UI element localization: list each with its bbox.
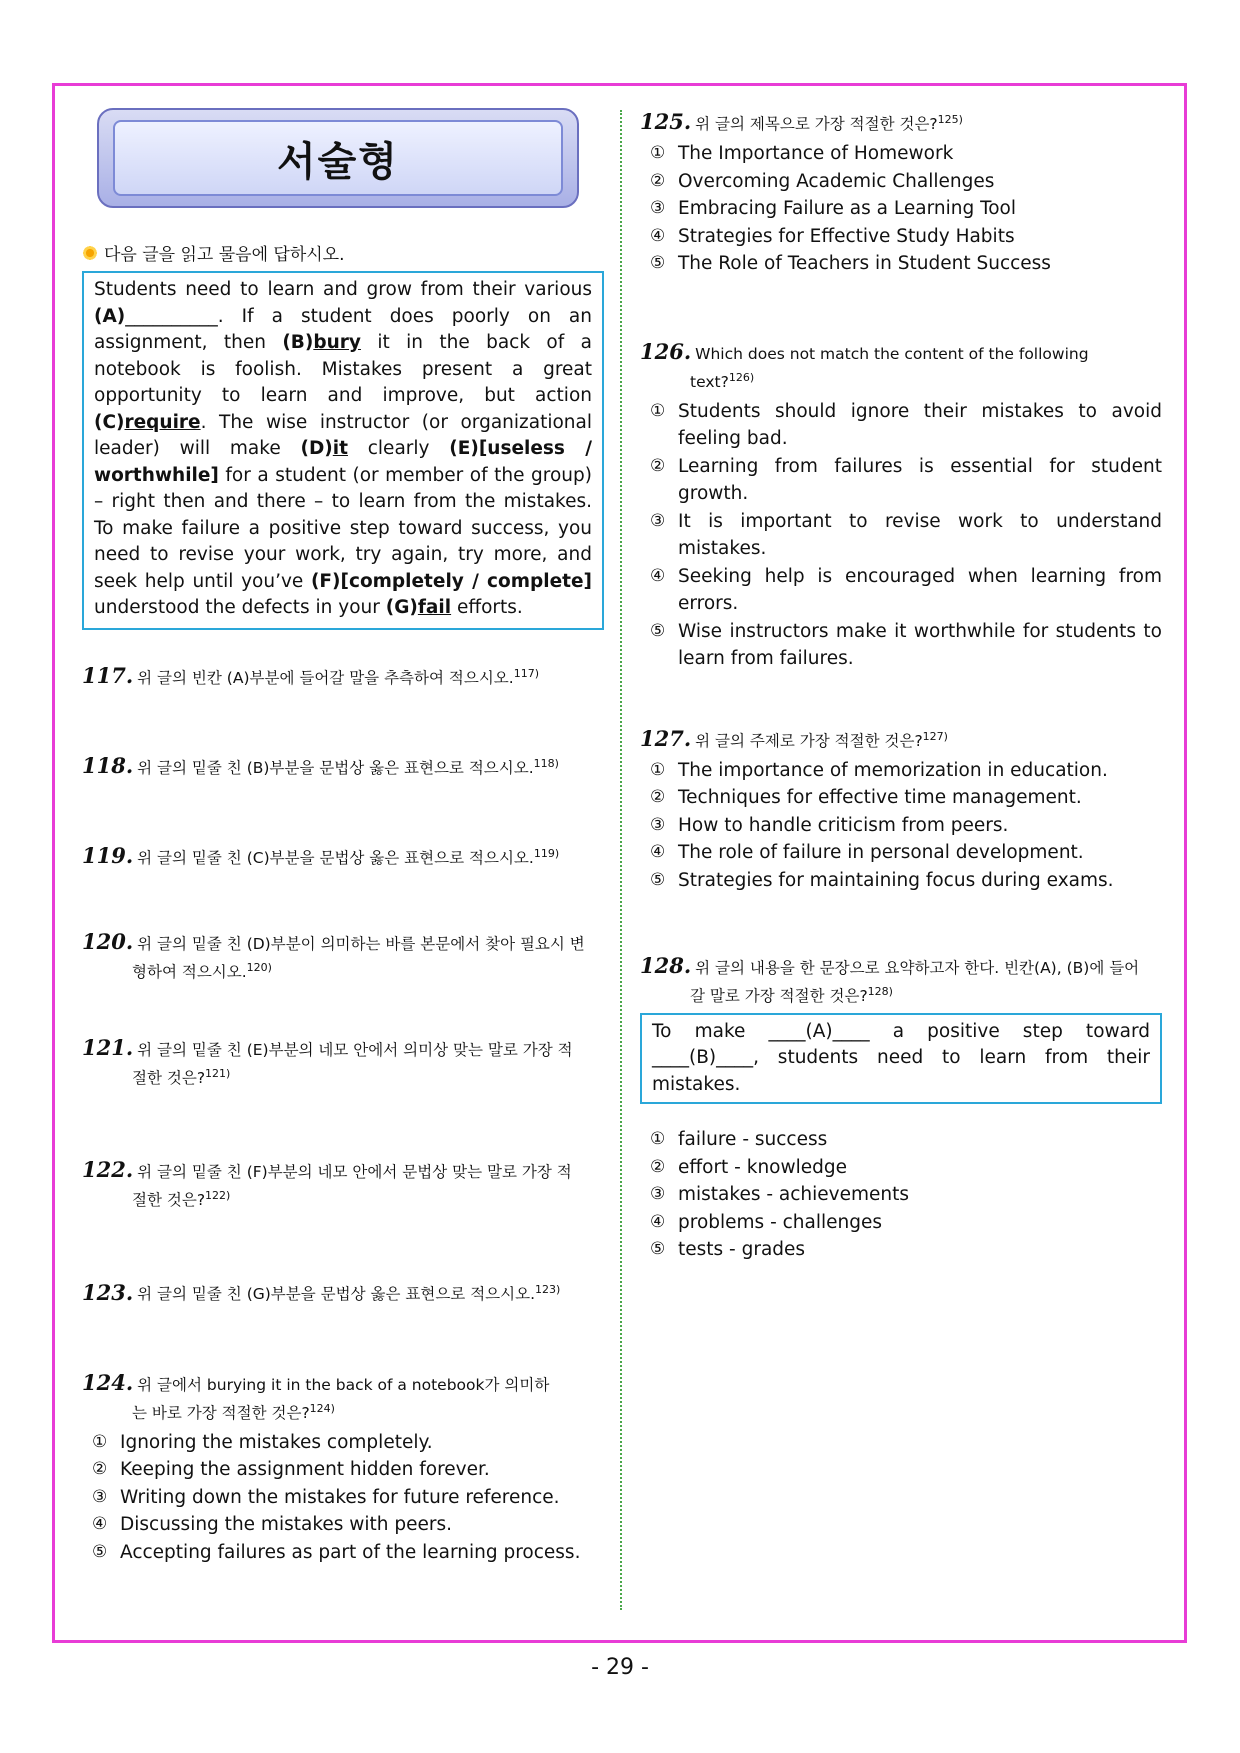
question-120: 120. 위 글의 밑줄 친 (D)부분이 의미하는 바를 본문에서 찾아 필요시 변 형하여 적으시오.$^{120)}$ — [82, 928, 585, 982]
right-column — [640, 108, 1162, 1264]
bracket-e: (E)[useless / worthwhile] — [94, 438, 593, 486]
question-117: 117. 위 글의 빈칸 (A)부분에 들어갈 말을 추측하여 적으시오.$^{117)}$ — [82, 662, 540, 688]
question-119: 119. 위 글의 밑줄 친 (C)부분을 문법상 옳은 표현으로 적으시오.$^{119)}$ — [82, 842, 560, 868]
options-127 — [640, 757, 1162, 895]
column-divider — [620, 110, 622, 1610]
option[interactable]: ③ Embracing Failure as a Learning Tool — [650, 198, 1017, 220]
option[interactable]: ④ Discussing the mistakes with peers. — [92, 1514, 453, 1536]
options-128 — [640, 1126, 1162, 1264]
option[interactable]: ② effort - knowledge — [650, 1156, 848, 1178]
underline-d-label: (D) — [300, 438, 333, 459]
option[interactable]: ④ Seeking help is encouraged when learning from errors. — [650, 565, 1162, 615]
summary-box: To make ____(A)____ a positive step toward ____(B)____, students need to learn from their mistakes. — [640, 1013, 1162, 1105]
flower-icon — [82, 245, 98, 261]
option[interactable]: ① The Importance of Homework — [650, 143, 954, 165]
underline-c-label: (C) — [94, 411, 125, 433]
reading-passage: Students need to learn and grow from their various (A)__________. If a student does poorly on an assignment, then (B)bury it in the back of a notebook is foolish. Mistakes present a great opportunity to learn and improve, but action (C)require. The wise instructor (or organizational leader) will make (D)it clearly (E)[useless / worthwhile] for a student (or member of the group) – right then and there – to learn from the mistakes. To make failure a positive step toward success, you need to revise your work, try again, try more, and seek help until you’ve (F)[completely / complete] understood the defects in your (G)fail efforts. — [82, 271, 604, 630]
option[interactable]: ③ Writing down the mistakes for future reference. — [92, 1486, 560, 1508]
instruction — [82, 240, 604, 265]
underline-c-word: require — [124, 411, 201, 433]
blank-a: __________ — [125, 305, 218, 327]
options-126 — [640, 398, 1162, 673]
option[interactable]: ① Students should ignore their mistakes to avoid feeling bad. — [650, 400, 1162, 450]
option[interactable]: ① The importance of memorization in education. — [650, 759, 1108, 781]
blank-a-label: (A) — [94, 305, 126, 327]
instruction-text: 다음 글을 읽고 물음에 답하시오. — [104, 245, 345, 265]
question-123: 123. 위 글의 밑줄 친 (G)부분을 문법상 옳은 표현으로 적으시오.$^{123)}$ — [82, 1279, 561, 1305]
option[interactable]: ② Keeping the assignment hidden forever. — [92, 1459, 490, 1481]
option[interactable]: ⑤ The Role of Teachers in Student Success — [650, 253, 1051, 275]
option[interactable]: ④ The role of failure in personal development. — [650, 842, 1084, 864]
question-125: 125. 위 글의 제목으로 가장 적절한 것은?$^{125)}$ — [640, 109, 963, 135]
bracket-f: (F)[completely / complete] — [310, 570, 592, 592]
underline-g-word: fail — [417, 597, 452, 618]
option[interactable]: ⑤ Accepting failures as part of the learning process. — [92, 1541, 581, 1563]
question-118: 118. 위 글의 밑줄 친 (B)부분을 문법상 옳은 표현으로 적으시오.$^{118)}$ — [82, 752, 559, 778]
option[interactable]: ③ It is important to revise work to understand mistakes. — [650, 510, 1162, 560]
page-number: - 29 - — [591, 1655, 649, 1680]
question-124: 124. 위 글에서 burying it in the back of a notebook가 의미하 는 바로 가장 적절한 것은?$^{124)}$ — [82, 1369, 550, 1422]
option[interactable]: ⑤ Wise instructors make it worthwhile for students to learn from failures. — [650, 620, 1162, 670]
option[interactable]: ⑤ Strategies for maintaining focus during exams. — [650, 869, 1114, 891]
question-122: 122. 위 글의 밑줄 친 (F)부분의 네모 안에서 문법상 맞는 말로 가장 적 절한 것은?$^{122)}$ — [82, 1157, 572, 1210]
option[interactable]: ② Overcoming Academic Challenges — [650, 170, 995, 192]
section-banner — [97, 108, 579, 208]
question-128: 128. 위 글의 내용을 한 문장으로 요약하고자 한다. 빈칸(A), (B)에 들어 갈 말로 가장 적절한 것은?$^{128)}$ — [640, 953, 1140, 1006]
options-125 — [640, 140, 1162, 278]
section-title: 서술형 — [277, 138, 399, 185]
option[interactable]: ③ mistakes - achievements — [650, 1184, 910, 1206]
option[interactable]: ① Ignoring the mistakes completely. — [92, 1431, 433, 1453]
option[interactable]: ② Techniques for effective time management. — [650, 787, 1082, 809]
option[interactable]: ④ Strategies for Effective Study Habits — [650, 225, 1015, 247]
options-124 — [82, 1429, 604, 1567]
question-127: 127. 위 글의 주제로 가장 적절한 것은?$^{127)}$ — [640, 725, 948, 751]
question-126: 126. Which does not match the content of the following text?$^{126)}$ — [640, 338, 1089, 391]
option[interactable]: ⑤ tests - grades — [650, 1239, 806, 1261]
underline-d-word: it — [332, 438, 348, 459]
option[interactable]: ④ problems - challenges — [650, 1211, 883, 1233]
option[interactable]: ① failure - success — [650, 1129, 828, 1151]
option[interactable]: ② Learning from failures is essential for student growth. — [650, 455, 1162, 505]
left-column — [82, 108, 604, 1566]
underline-g-label: (G) — [385, 597, 418, 618]
option[interactable]: ③ How to handle criticism from peers. — [650, 814, 1009, 836]
underline-b-label: (B) — [282, 332, 314, 353]
question-121: 121. 위 글의 밑줄 친 (E)부분의 네모 안에서 의미상 맞는 말로 가장 적 절한 것은?$^{121)}$ — [82, 1035, 573, 1088]
underline-b-word: bury — [313, 332, 361, 353]
